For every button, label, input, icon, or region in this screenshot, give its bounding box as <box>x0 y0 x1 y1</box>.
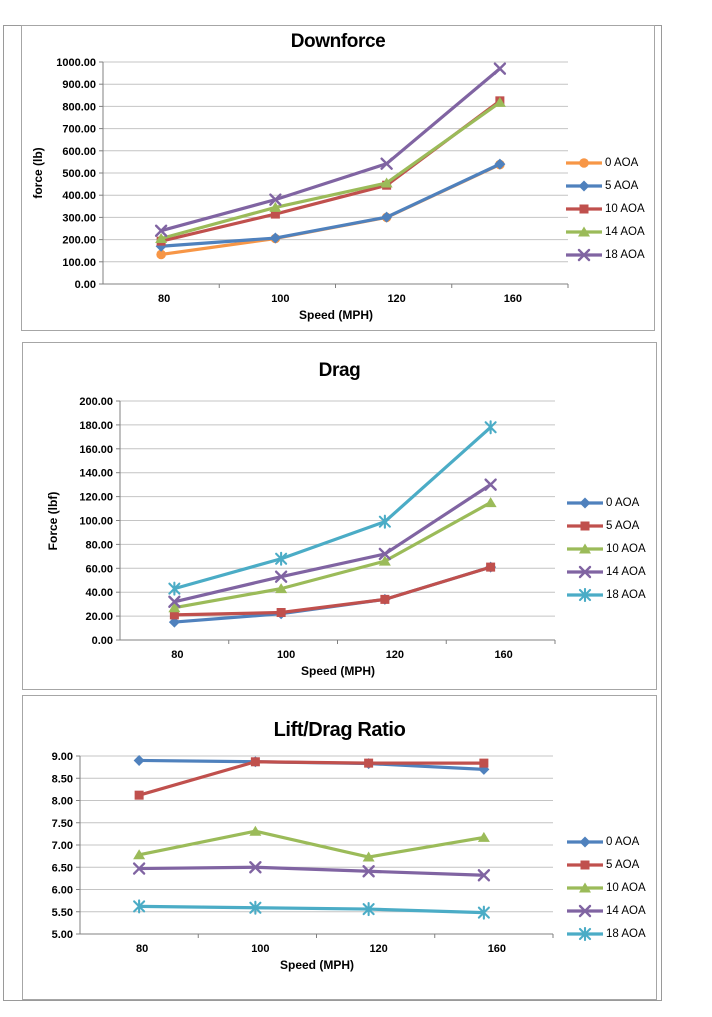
series-markers-18-aoa <box>156 64 505 236</box>
legend-item-14-aoa <box>567 899 646 922</box>
legend-label: 5 AOA <box>606 519 640 532</box>
legend-item-5-aoa <box>566 174 645 197</box>
x-tick-label: 80 <box>158 293 171 305</box>
legend-label: 18 AOA <box>606 927 646 940</box>
y-axis-title: force (lb) <box>31 147 45 199</box>
legend <box>566 151 645 266</box>
y-tick-label: 60.00 <box>85 563 113 576</box>
y-tick-label: 200.00 <box>62 234 96 247</box>
legend-item-0-aoa <box>566 151 645 174</box>
x-tick-label: 160 <box>503 293 523 305</box>
legend-key-icon <box>567 858 603 872</box>
y-tick-label: 5.50 <box>51 906 73 919</box>
diamond-marker <box>381 212 392 223</box>
legend-key-icon <box>566 225 602 239</box>
drag-plot-svg <box>23 343 658 691</box>
diamond-marker <box>270 233 281 244</box>
x-axis-title: Speed (MPH) <box>300 664 376 678</box>
x-tick-label: 80 <box>171 649 184 661</box>
legend-item-18-aoa <box>567 922 646 945</box>
diamond-marker <box>580 836 591 847</box>
legend-item-5-aoa <box>567 853 646 876</box>
downforce-plot-svg <box>22 26 656 332</box>
y-tick-label: 800.00 <box>62 101 96 114</box>
x-axis-title: Speed (MPH) <box>298 308 374 322</box>
legend-key-icon <box>566 179 602 193</box>
square-marker <box>581 860 590 869</box>
x-tick-label: 120 <box>385 649 405 661</box>
y-tick-label: 6.50 <box>51 862 73 875</box>
y-tick-label: 1000.00 <box>56 57 96 69</box>
y-tick-label: 0.00 <box>74 279 96 291</box>
downforce-chart[interactable] <box>21 25 655 331</box>
legend-label: 0 AOA <box>606 496 640 509</box>
legend-label: 5 AOA <box>605 179 639 192</box>
legend-key-icon <box>567 519 603 533</box>
legend-key-icon <box>566 156 602 170</box>
series-line-14-aoa <box>174 485 490 602</box>
y-tick-label: 100.00 <box>79 515 113 528</box>
diamond-marker <box>580 497 591 508</box>
legend-item-10-aoa <box>566 197 645 220</box>
legend-item-0-aoa <box>567 830 646 853</box>
square-marker <box>581 521 590 530</box>
y-tick-label: 5.00 <box>51 929 73 941</box>
y-tick-label: 200.00 <box>79 396 113 408</box>
square-marker <box>486 563 495 572</box>
diamond-marker <box>134 755 145 766</box>
x-marker <box>495 64 505 74</box>
star-marker <box>486 421 496 433</box>
y-tick-label: 0.00 <box>91 635 113 647</box>
y-tick-label: 80.00 <box>85 539 113 552</box>
y-tick-label: 6.00 <box>51 884 73 897</box>
legend-key-icon <box>567 542 603 556</box>
series-markers-10-aoa <box>157 96 505 245</box>
x-tick-label: 120 <box>387 293 406 305</box>
series-line-0-aoa <box>161 165 500 255</box>
diamond-marker <box>579 180 590 191</box>
chart-title: Downforce <box>290 31 386 52</box>
square-marker <box>364 759 373 768</box>
legend-label: 10 AOA <box>606 542 646 555</box>
legend-key-icon <box>566 248 602 262</box>
legend-label: 18 AOA <box>606 588 646 601</box>
series-markers-14-aoa <box>134 862 489 880</box>
y-tick-label: 900.00 <box>62 79 96 92</box>
x-tick-label: 100 <box>251 943 270 955</box>
legend-item-0-aoa <box>567 491 646 514</box>
square-marker <box>580 204 589 213</box>
x-marker <box>486 480 496 490</box>
legend-label: 10 AOA <box>606 881 646 894</box>
y-tick-label: 500.00 <box>62 168 96 180</box>
y-tick-label: 7.00 <box>51 840 73 852</box>
y-tick-label: 9.00 <box>51 751 73 763</box>
legend-key-icon <box>567 904 603 918</box>
legend-label: 14 AOA <box>605 225 645 238</box>
y-tick-label: 180.00 <box>79 419 113 432</box>
x-tick-label: 120 <box>369 943 388 955</box>
drag-chart[interactable] <box>22 342 657 690</box>
series-line-10-aoa <box>161 101 500 241</box>
series-line-14-aoa <box>139 867 484 875</box>
y-tick-label: 20.00 <box>85 611 113 624</box>
legend-label: 14 AOA <box>606 565 646 578</box>
y-axis-title: Force (lbf) <box>46 491 60 551</box>
legend-key-icon <box>567 565 603 579</box>
series-markers-14-aoa <box>155 97 506 243</box>
legend-label: 5 AOA <box>606 858 640 871</box>
x-tick-label: 100 <box>271 293 290 305</box>
legend-item-10-aoa <box>567 876 646 899</box>
series-markers-0-aoa <box>134 755 490 775</box>
legend-item-14-aoa <box>567 560 646 583</box>
chart-title: Drag <box>318 360 361 381</box>
x-tick-label: 160 <box>487 943 507 955</box>
legend <box>567 491 646 606</box>
x-tick-label: 100 <box>276 649 296 661</box>
legend-key-icon <box>567 588 603 602</box>
legend-label: 0 AOA <box>606 835 640 848</box>
square-marker <box>277 608 286 617</box>
legend-label: 10 AOA <box>605 202 645 215</box>
y-tick-label: 140.00 <box>79 467 113 480</box>
x-axis-title: Speed (MPH) <box>279 958 355 972</box>
chart-title: Lift/Drag Ratio <box>273 719 406 741</box>
square-marker <box>251 757 260 766</box>
y-tick-label: 120.00 <box>79 491 113 504</box>
legend-key-icon <box>567 496 603 510</box>
series-markers-14-aoa <box>169 480 495 607</box>
series-line-5-aoa <box>161 164 500 246</box>
y-tick-label: 8.00 <box>51 795 73 808</box>
y-tick-label: 300.00 <box>62 212 96 225</box>
series-line-10-aoa <box>139 831 484 857</box>
legend-item-18-aoa <box>566 243 645 266</box>
lift-drag-ratio-chart[interactable] <box>22 695 657 1000</box>
x-tick-label: 80 <box>136 943 149 955</box>
triangle-marker <box>485 497 497 507</box>
y-tick-label: 40.00 <box>85 587 113 600</box>
legend-item-10-aoa <box>567 537 646 560</box>
legend-key-icon <box>567 881 603 895</box>
y-tick-label: 160.00 <box>79 443 113 456</box>
legend-key-icon <box>567 835 603 849</box>
legend-key-icon <box>566 202 602 216</box>
legend-item-5-aoa <box>567 514 646 537</box>
square-marker <box>135 791 144 800</box>
y-tick-label: 7.50 <box>51 817 73 830</box>
y-tick-label: 100.00 <box>62 256 96 269</box>
legend-item-18-aoa <box>567 583 646 606</box>
circle-marker <box>579 158 589 168</box>
series-line-18-aoa <box>161 69 500 231</box>
square-marker <box>479 759 488 768</box>
square-marker <box>380 595 389 604</box>
legend-item-14-aoa <box>566 220 645 243</box>
y-tick-label: 8.50 <box>51 773 73 786</box>
legend-label: 18 AOA <box>605 248 645 261</box>
legend-label: 14 AOA <box>606 904 646 917</box>
x-tick-label: 160 <box>494 649 513 661</box>
legend <box>567 830 646 945</box>
y-tick-label: 600.00 <box>62 145 96 158</box>
legend-key-icon <box>567 927 603 941</box>
legend-label: 0 AOA <box>605 156 639 169</box>
y-tick-label: 700.00 <box>62 123 96 136</box>
y-tick-label: 400.00 <box>62 190 96 203</box>
